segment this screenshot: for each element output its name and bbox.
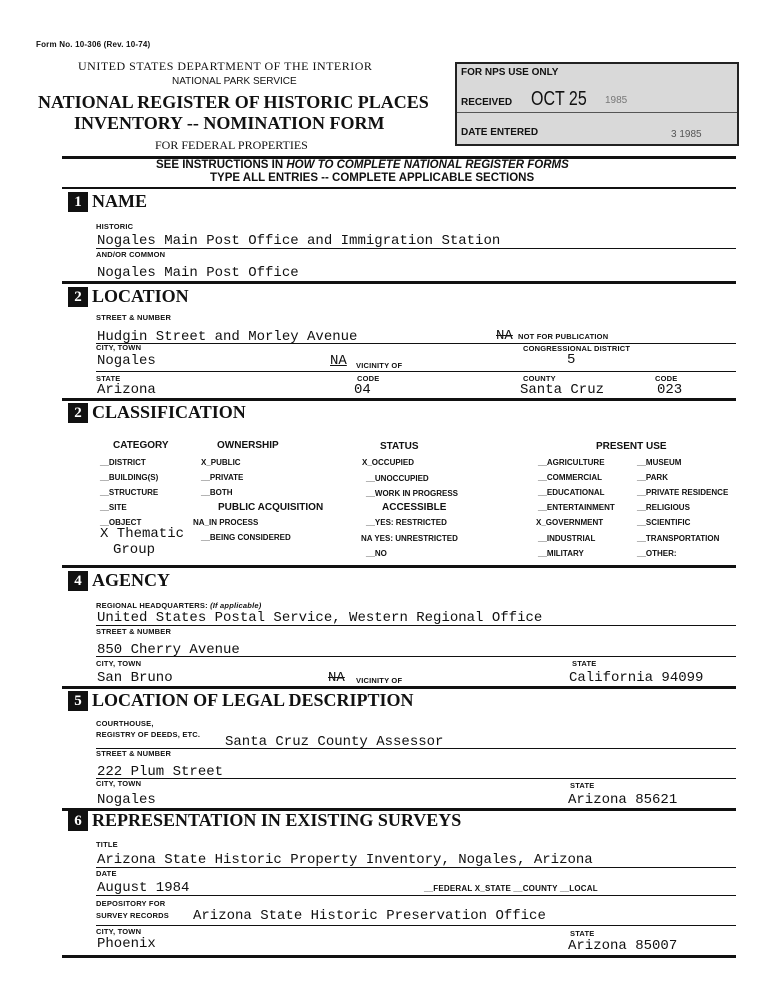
regional-hq-label-text: REGIONAL HEADQUARTERS: <box>96 601 208 610</box>
accessible-option: __YES: RESTRICTED <box>366 518 447 527</box>
agency-street: 850 Cherry Avenue <box>97 642 240 658</box>
survey-date-label: DATE <box>96 869 117 878</box>
present-use-option: __PARK <box>637 473 668 482</box>
accessible-heading: ACCESSIBLE <box>382 502 447 513</box>
courthouse-label: COURTHOUSE, <box>96 719 154 728</box>
congressional-district: 5 <box>567 352 576 368</box>
survey-records-label: SURVEY RECORDS <box>96 911 169 920</box>
received-stamp: OCT 25 <box>531 88 587 110</box>
category-option: __BUILDING(S) <box>100 473 159 482</box>
regional-hq-note: (If applicable) <box>210 601 262 610</box>
section-5-title: LOCATION OF LEGAL DESCRIPTION <box>92 690 414 710</box>
accessible-option: NA YES: UNRESTRICTED <box>361 534 458 543</box>
status-option: __WORK IN PROGRESS <box>366 489 459 498</box>
survey-city: Phoenix <box>97 936 156 952</box>
instructions-line2: TYPE ALL ENTRIES -- COMPLETE APPLICABLE SECTIONS <box>210 172 535 184</box>
accessible-option: __NO <box>366 549 387 558</box>
present-use-option: __COMMERCIAL <box>538 473 603 482</box>
survey-date: August 1984 <box>97 880 190 896</box>
instructions-line1 <box>156 159 569 171</box>
ownership-heading: OWNERSHIP <box>217 440 279 451</box>
thematic-group-line2: Group <box>113 542 156 558</box>
acquisition-heading: PUBLIC ACQUISITION <box>218 502 324 513</box>
nps-box-title: FOR NPS USE ONLY <box>461 67 559 78</box>
instructions-book-title: HOW TO COMPLETE NATIONAL REGISTER FORMS <box>286 159 569 171</box>
registry-of-deeds: Santa Cruz County Assessor <box>225 734 444 750</box>
street-label: STREET & NUMBER <box>96 313 172 322</box>
present-use-option: __AGRICULTURE <box>538 458 605 467</box>
location-street: Hudgin Street and Morley Avenue <box>97 329 358 345</box>
state-label: STATE <box>96 374 121 383</box>
service-name: NATIONAL PARK SERVICE <box>172 76 297 87</box>
agency-city-label: CITY, TOWN <box>96 659 142 668</box>
date-entered-value: 3 1985 <box>671 129 702 140</box>
legal-state: Arizona 85621 <box>568 792 678 808</box>
nfp-mark: NA <box>496 328 513 344</box>
depository-label: DEPOSITORY FOR <box>96 899 166 908</box>
section-5-number: 5 <box>68 691 88 711</box>
agency-vicinity-mark: NA <box>328 670 345 686</box>
location-county-code: 023 <box>657 382 683 398</box>
agency-state-label: STATE <box>572 659 597 668</box>
common-label: AND/OR COMMON <box>96 250 166 259</box>
survey-state-label: STATE <box>570 929 595 938</box>
section-1-title: NAME <box>92 191 147 211</box>
form-title-line2: INVENTORY -- NOMINATION FORM <box>74 113 385 133</box>
survey-city-label: CITY, TOWN <box>96 927 142 936</box>
category-option: __STRUCTURE <box>100 488 159 497</box>
legal-street-label: STREET & NUMBER <box>96 749 172 758</box>
survey-state: Arizona 85007 <box>568 938 678 954</box>
congressional-label: CONGRESSIONAL DISTRICT <box>523 344 631 353</box>
regional-hq-label <box>96 601 261 610</box>
registry-label: REGISTRY OF DEEDS, ETC. <box>96 730 201 739</box>
section-4-title: AGENCY <box>92 570 171 590</box>
location-county: Santa Cruz <box>520 382 605 398</box>
agency-street-label: STREET & NUMBER <box>96 627 172 636</box>
present-use-option: __PRIVATE RESIDENCE <box>637 488 729 497</box>
status-option: X_OCCUPIED <box>362 458 415 467</box>
regional-hq: United States Postal Service, Western Regional Office <box>97 610 543 626</box>
status-heading: STATUS <box>380 441 419 452</box>
category-option: __DISTRICT <box>100 458 146 467</box>
present-use-option: __EDUCATIONAL <box>538 488 605 497</box>
present-use-heading: PRESENT USE <box>596 441 667 452</box>
received-label: RECEIVED <box>461 97 513 108</box>
section-1-number: 1 <box>68 192 88 212</box>
legal-state-label: STATE <box>570 781 595 790</box>
present-use-option: __MILITARY <box>538 549 584 558</box>
category-option: __OBJECT <box>100 518 142 527</box>
agency-state: California 94099 <box>569 670 704 686</box>
county-label: COUNTY <box>523 374 556 383</box>
date-entered-label: DATE ENTERED <box>461 127 539 138</box>
status-option: __UNOCCUPIED <box>366 474 429 483</box>
thematic-group: X Thematic <box>100 526 185 542</box>
common-name: Nogales Main Post Office <box>97 265 299 281</box>
ownership-option: X_PUBLIC <box>201 458 241 467</box>
present-use-option: __ENTERTAINMENT <box>538 503 615 512</box>
nps-use-box <box>455 62 739 146</box>
present-use-option: __MUSEUM <box>637 458 682 467</box>
present-use-option: __INDUSTRIAL <box>538 534 596 543</box>
instructions-text: SEE INSTRUCTIONS IN <box>156 159 287 171</box>
present-use-option: __SCIENTIFIC <box>637 518 691 527</box>
acquisition-option: NA_IN PROCESS <box>193 518 259 527</box>
city-label: CITY, TOWN <box>96 343 142 352</box>
code-label: CODE <box>357 374 380 383</box>
present-use-option: X_GOVERNMENT <box>536 518 604 527</box>
section-6-title: REPRESENTATION IN EXISTING SURVEYS <box>92 810 462 830</box>
section-3-number: 2 <box>68 403 88 423</box>
agency-vicinity-label: VICINITY OF <box>356 676 403 685</box>
ownership-option: __PRIVATE <box>201 473 244 482</box>
location-state-code: 04 <box>354 382 371 398</box>
survey-title: Arizona State Historic Property Inventory, Nogales, Arizona <box>97 852 593 868</box>
section-3-title: CLASSIFICATION <box>92 402 246 422</box>
nfp-label: NOT FOR PUBLICATION <box>518 332 609 341</box>
legal-street: 222 Plum Street <box>97 764 224 780</box>
form-subtitle: FOR FEDERAL PROPERTIES <box>155 138 308 152</box>
section-2-number: 2 <box>68 287 88 307</box>
form-title-line1: NATIONAL REGISTER OF HISTORIC PLACES <box>38 92 429 112</box>
historic-label: HISTORIC <box>96 222 134 231</box>
location-city: Nogales <box>97 353 156 369</box>
category-option: __SITE <box>100 503 127 512</box>
vicinity-label: VICINITY OF <box>356 361 403 370</box>
section-2-title: LOCATION <box>92 286 189 306</box>
received-year: 1985 <box>605 95 628 106</box>
depository: Arizona State Historic Preservation Office <box>193 908 546 924</box>
survey-levels: __FEDERAL X_STATE __COUNTY __LOCAL <box>424 884 598 893</box>
present-use-option: __TRANSPORTATION <box>637 534 720 543</box>
location-state: Arizona <box>97 382 156 398</box>
agency-city: San Bruno <box>97 670 173 686</box>
present-use-option: __OTHER: <box>637 549 677 558</box>
form-number: Form No. 10-306 (Rev. 10-74) <box>36 40 151 49</box>
department-name: UNITED STATES DEPARTMENT OF THE INTERIOR <box>78 59 373 73</box>
vicinity-mark: NA <box>330 353 347 369</box>
ownership-option: __BOTH <box>201 488 233 497</box>
acquisition-option: __BEING CONSIDERED <box>201 533 291 542</box>
category-heading: CATEGORY <box>113 440 169 451</box>
legal-city: Nogales <box>97 792 156 808</box>
survey-title-label: TITLE <box>96 840 118 849</box>
legal-city-label: CITY, TOWN <box>96 779 142 788</box>
code2-label: CODE <box>655 374 678 383</box>
present-use-option: __RELIGIOUS <box>637 503 690 512</box>
section-4-number: 4 <box>68 571 88 591</box>
historic-name: Nogales Main Post Office and Immigration Station <box>97 233 501 249</box>
section-6-number: 6 <box>68 811 88 831</box>
